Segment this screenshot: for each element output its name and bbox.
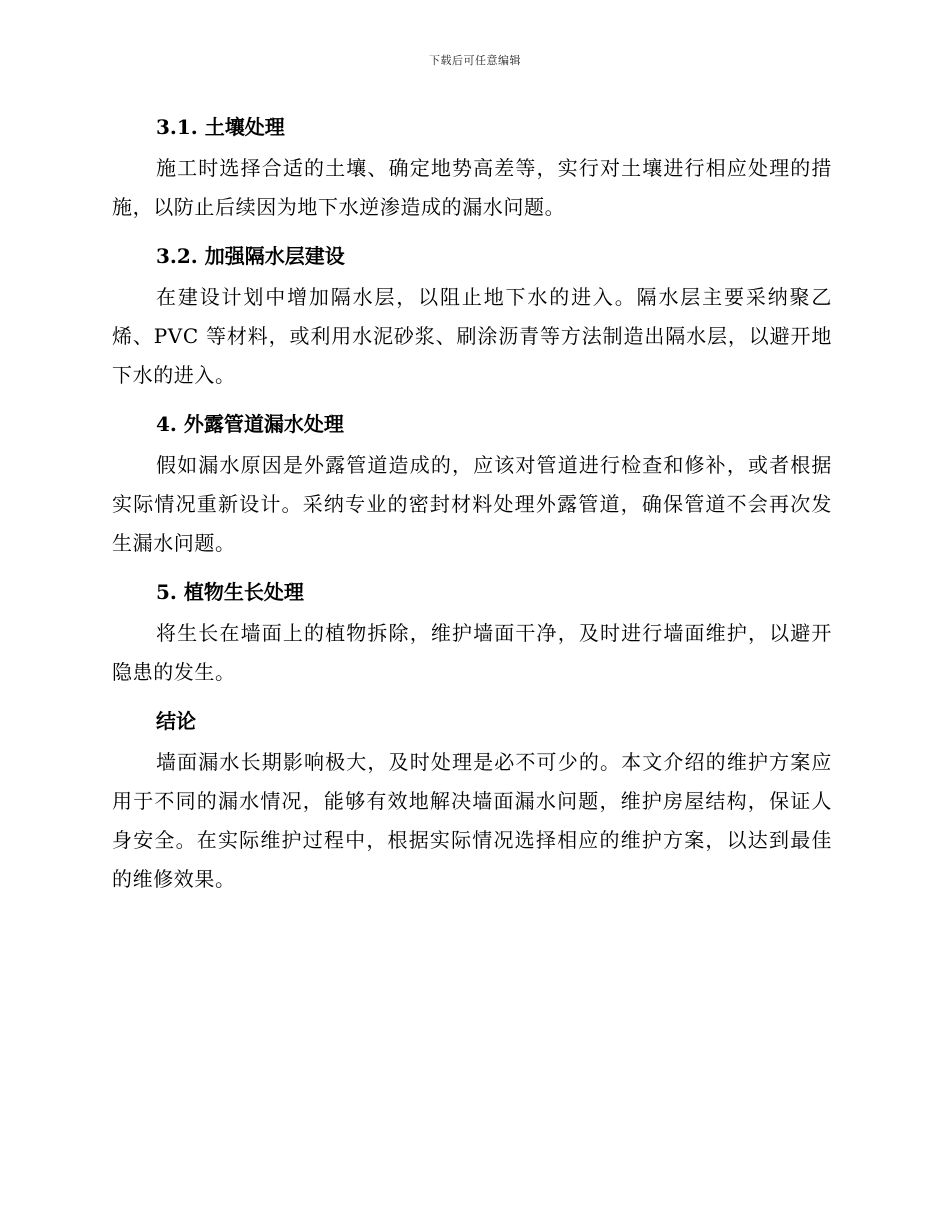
section-paragraph: 施工时选择合适的土壤、确定地势高差等，实行对土壤进行相应处理的措施，以防止后续因为地下水逆渗造成的漏水问题。 [112, 156, 832, 219]
section-exposed-pipe-leak [112, 402, 832, 563]
section-conclusion [112, 699, 832, 899]
section-plant-growth [112, 570, 832, 692]
section-paragraph: 墙面漏水长期影响极大，及时处理是必不可少的。本文介绍的维护方案应用于不同的漏水情况，能够有效地解决墙面漏水问题，维护房屋结构，保证人身安全。在实际维护过程中，根据实际情况选择相应的维护方案，以达到最佳的维修效果。 [112, 750, 832, 891]
section-paragraph: 在建设计划中增加隔水层，以阻止地下水的进入。隔水层主要采纳聚乙烯、PVC 等材料，或利用水泥砂浆、刷涂沥青等方法制造出隔水层，以避开地下水的进入。 [112, 285, 832, 387]
section-soil-treatment [112, 105, 832, 227]
page-header: 下载后可任意编辑 [429, 54, 521, 67]
section-heading: 结论 [156, 709, 196, 733]
section-heading: 3.2. 加强隔水层建设 [156, 244, 345, 268]
section-paragraph: 假如漏水原因是外露管道造成的，应该对管道进行检查和修补，或者根据实际情况重新设计。采纳专业的密封材料处理外露管道，确保管道不会再次发生漏水问题。 [112, 453, 832, 555]
section-heading: 3.1. 土壤处理 [156, 115, 285, 139]
section-heading: 4. 外露管道漏水处理 [156, 412, 344, 436]
section-paragraph: 将生长在墙面上的植物拆除，维护墙面干净，及时进行墙面维护，以避开隐患的发生。 [112, 621, 832, 684]
section-heading: 5. 植物生长处理 [156, 580, 304, 604]
document-body [112, 105, 832, 906]
section-waterproof-layer [112, 234, 832, 395]
